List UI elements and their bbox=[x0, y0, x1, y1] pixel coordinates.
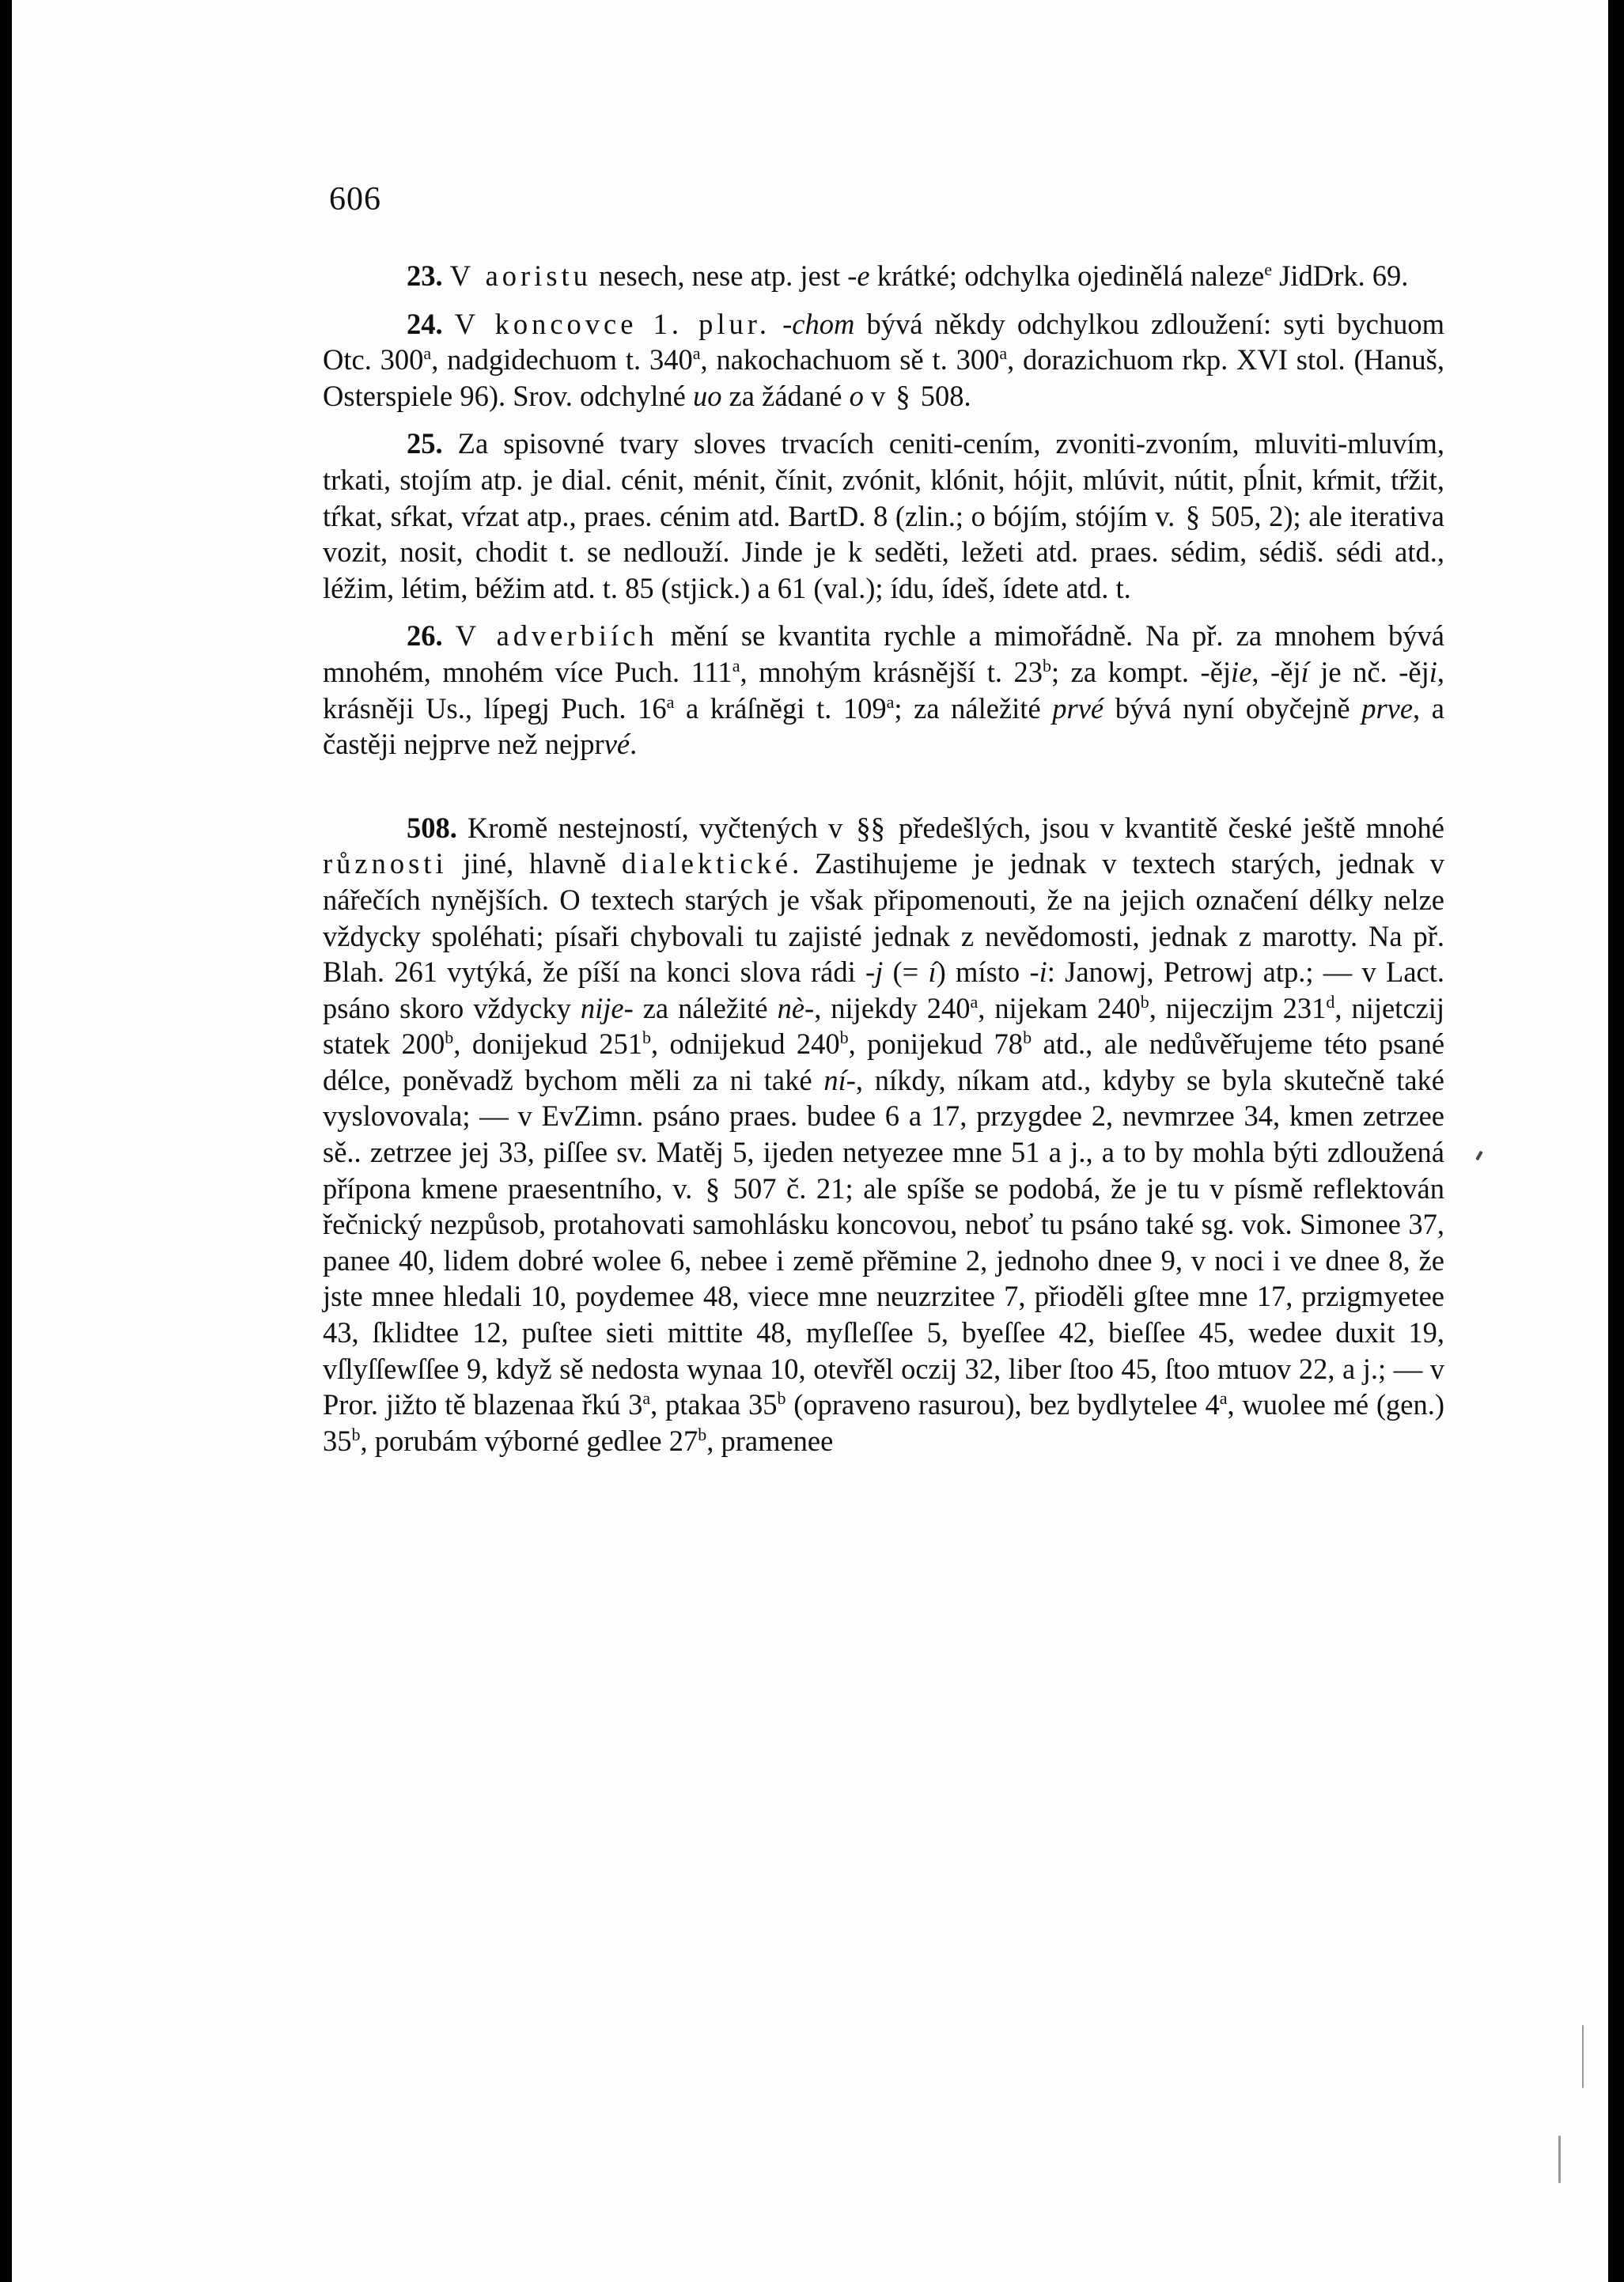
section-sign: § bbox=[895, 379, 910, 412]
term-dialekticke: dialektické bbox=[622, 847, 793, 880]
section-number: 508. bbox=[407, 811, 457, 844]
section-sign: §§ bbox=[856, 811, 885, 844]
paragraph-25: 25. Za spisovné tvary sloves trvacích ceniti-cením, zvoniti-zvoním, mluviti-mluvím, trkati, stojím atp. je dial. cénit, ménit, čínit, zvónit, klónit, hójit, mlúvit, nútit, pĺnit, kŕmit, tŕžit, tŕkat, sŕkat, vŕzat atp., praes. cénim atd. BartD. 8 (zlin.; o bójím, stójím v. § 505, 2); ale iterativa vozit, nosit, chodit t. se nedlouží. Jinde je k seděti, ležeti atd. praes. sédim, sédiš. sédi atd., léžim, létim, béžim atd. t. 85 (stjick.) a 61 (val.); ídu, ídeš, ídete atd. t. bbox=[323, 427, 1444, 604]
scan-mark bbox=[1558, 2136, 1561, 2183]
paragraph-26: 26. V adverbiích mění se kvantita rychle a mimořádně. Na př. za mnohem bývá mnohém, mnohém více Puch. 111$^a$, mnohým krásnější t. 23$^b$; za kompt. -ějie, -ějí je nč. -ěji, krásněji Us., lípegj Puch. 16$^a$ a kráſnĕgi t. 109$^a$; za náležité prvé bývá nyní obyčejně prve, a častěji nejprve než nejprvé. bbox=[323, 619, 1444, 761]
term-koncovce: V koncovce 1. plur. bbox=[454, 307, 770, 340]
ink-speck bbox=[1475, 1151, 1482, 1160]
scan-mark bbox=[1582, 2025, 1584, 2088]
paragraph-number: 24. bbox=[407, 307, 443, 340]
paragraph-number: 25. bbox=[407, 427, 443, 460]
term-ruznosti: různosti bbox=[323, 847, 448, 880]
body-text bbox=[323, 258, 1444, 1459]
section-sign: § bbox=[1185, 499, 1201, 532]
book-page bbox=[8, 0, 1608, 2282]
left-page-edge bbox=[8, 0, 12, 2282]
section-sign: § bbox=[705, 1171, 721, 1205]
section-508: 508. Kromě nestejností, vyčtených v §§ předešlých, jsou v kvantitě české ještě mnohé různosti jiné, hlavně dialektické. Zastihujeme je jednak v textech starých, jednak v nářečích nynějších. O textech starých je však připomenouti, že na jejich označení délky nelze vždycky spoléhati; písaři chybovali tu zajisté jednak z nevědomosti, jednak z marotty. Na př. Blah. 261 vytýká, že píší na konci slova rádi -j (= í) místo -i: Janowj, Petrowj atp.; — v Lact. psáno skoro vždycky nije- za náležité nè-, nijekdy 240$^a$, nijekam 240$^b$, nijeczijm 231$^d$, nijetczij statek 200$^b$, donijekud 251$^b$, odnijekud 240$^b$, ponijekud 78$^b$ atd., ale nedůvěřujeme této psané délce, poněvadž bychom měli za ni také ní-, níkdy, níkam atd., kdyby se byla skutečně také vyslovovala; — v EvZimn. psáno praes. budee 6 a 17, przygdee 2, nevmrzee 34, kmen zetrzee sě.. zetrzee jej 33, piſſee sv. Matěj 5, ijeden netyezee mne 51 a j., a to by mohla býti zdloužená přípona kmene praesentního, v. § 507 č. 21; ale spíše se podobá, že je tu v písmě reflektován řečnický nezpůsob, protahovati samohlásku koncovou, neboť tu psáno také sg. vok. Simonee 37, panee 40, lidem dobré wolee 6, nebee i zemĕ přĕmine 2, jednoho dnee 9, v noci i ve dnee 8, že jste mnee hledali 10, poydemee 48, viece mne neuzrzitee 7, přioděli gſtee mne 17, przigmyetee 43, ſklidtee 12, puſtee sieti mittite 48, myſleſſee 5, byeſſee 42, bieſſee 45, wedee duxit 19, vſlyſſewſſee 9, když sě nedosta wynaa 10, otevřěl oczij 32, liber ſtoo 45, ſtoo mtuov 22, a j.; — v Pror. jižto tě blazenaa řkú 3$^a$, ptakaa 35$^b$ (opraveno rasurou), bez bydlytelee 4$^a$, wuolee mé (gen.) 35$^b$, porubám výborné gedlee 27$^b$, pramenee bbox=[323, 811, 1445, 1457]
paragraph-24: 24. V koncovce 1. plur. -chom bývá někdy odchylkou zdloužení: syti bychuom Otc. 300$^a$, nadgidechuom t. 340$^a$, nakochachuom sě t. 300$^a$, dorazichuom rkp. XVI stol. (Hanuš, Osterspiele 96). Srov. odchylné uo za žádané o v § 508. bbox=[323, 307, 1445, 412]
paragraph-number: 26. bbox=[407, 619, 443, 653]
term-aoristu: V aoristu bbox=[449, 259, 592, 292]
paragraph-23: 23. V aoristu nesech, nese atp. jest -e krátké; odchylka ojedinělá naleze$^e$ JidDrk. 69. bbox=[407, 259, 1409, 292]
page-number: 606 bbox=[329, 181, 381, 218]
paragraph-number: 23. bbox=[407, 259, 443, 292]
term-adverbiich: V adverbiích bbox=[455, 619, 658, 653]
